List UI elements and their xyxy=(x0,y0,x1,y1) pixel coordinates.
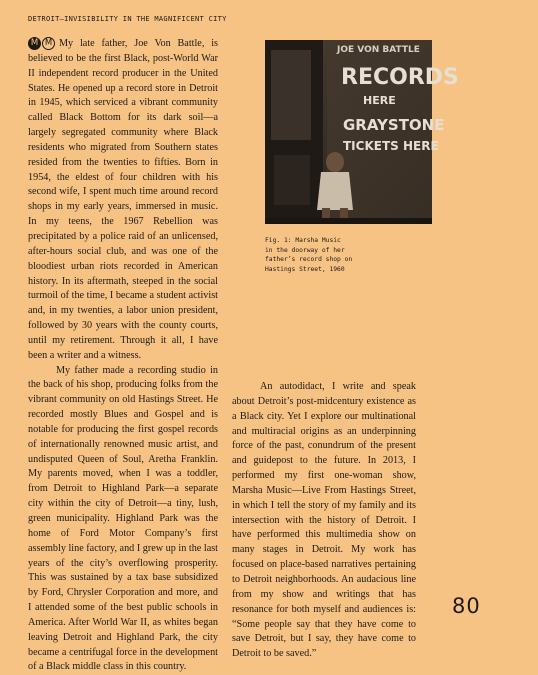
left-text-column xyxy=(28,37,218,675)
paragraph: My father made a recording studio in the back of his shop, producing folks from the vibrant community on old Hastings Street. He recorded mostly Blues and Gospel and is notable for producing the first gospel records of internationally renowned music artist, and undisputed Queen of Soul, Aretha Franklin. My parents moved, when I was a toddler, from Detroit to Highland Park—a separate city within the city of Detroit—a tiny, lush, green municipality. Highland Park was the home of Ford Motor Company’s first assembly line factory, and I grew up in the last years of the city’s overflowing prosperity. This was sustained by a tax base subsidized by Ford, Chrysler Corporation and more, and I attended some of the best public schools in America. After World War II, as whites began leaving Detroit and Highland Park, the city became a centrifugal force in the development of a Black middle class in this country. xyxy=(28,364,219,673)
sign-top-text: JOE VON BATTLE xyxy=(337,45,420,55)
paragraph-text: My late father, Joe Von Battle, is believed to be the first Black, post-World War II independent record producer in the United States. He opened up a record store in Detroit in 1945, which serviced a vibrant community called Black Bottom for its dark soil—a largely segregated community where Black residents who migrated from Southern states resided from the twenties to fifties. Born in 1954, the eldest of four children with his second wife, I spent much time around record shops in my early years, immersed in music. In my teens, the 1967 Rebellion was precipitated by a police raid of an unlicensed, after-hours social club, and was one of the bloodiest urban riots recorded in American history. In its aftermath, steeped in the social turmoil of the time, I became a student activist and, in my twenties, a labor union president, followed by 30 years with the county courts, until my retirement. Through it all, I have been a writer and a witness. xyxy=(28,38,218,361)
opening-paragraph xyxy=(28,37,218,364)
sign-tickets-text: TICKETS HERE xyxy=(343,139,439,153)
archival-photo xyxy=(265,40,459,224)
dropcap-initial-1: M xyxy=(28,37,41,50)
sign-graystone-text: GRAYSTONE xyxy=(343,116,445,134)
record-shop-doorway-photo xyxy=(265,40,459,224)
right-text-column xyxy=(232,380,416,662)
paragraph: An autodidact, I write and speak about Detroit’s post-midcentury existence as a Black city. Yet I explore our multinational and multiracial origins as an underpinning force of the past, conundrum of the present and guidepost to the future. In 2013, I performed my first one-woman show, Marsha Music—Live From Hastings Street, in which I tell the story of my family and its intersection with the history of Detroit. I have performed this multimedia show on many stages in Detroit. My work has focused on place-based narratives pertaining to Detroit neighborhoods. An audacious line from my show and writings that has resonance for both myself and audiences is: “Some people say that they have come to save Detroit, but I say, they have come to Detroit to be saved.” xyxy=(232,381,416,660)
dropcap-initials xyxy=(28,37,56,50)
sign-records-text: RECORDS xyxy=(341,65,459,90)
figure-caption: Fig. 1: Marsha Music in the doorway of her father’s record shop on Hastings Street, 1960 xyxy=(265,237,353,273)
running-head: DETROIT—INVISIBILITY IN THE MAGNIFICENT CITY xyxy=(28,15,227,23)
dropcap-initial-2: M xyxy=(42,37,55,50)
page-number: 80 xyxy=(452,594,481,618)
sign-here-text: HERE xyxy=(363,94,396,107)
